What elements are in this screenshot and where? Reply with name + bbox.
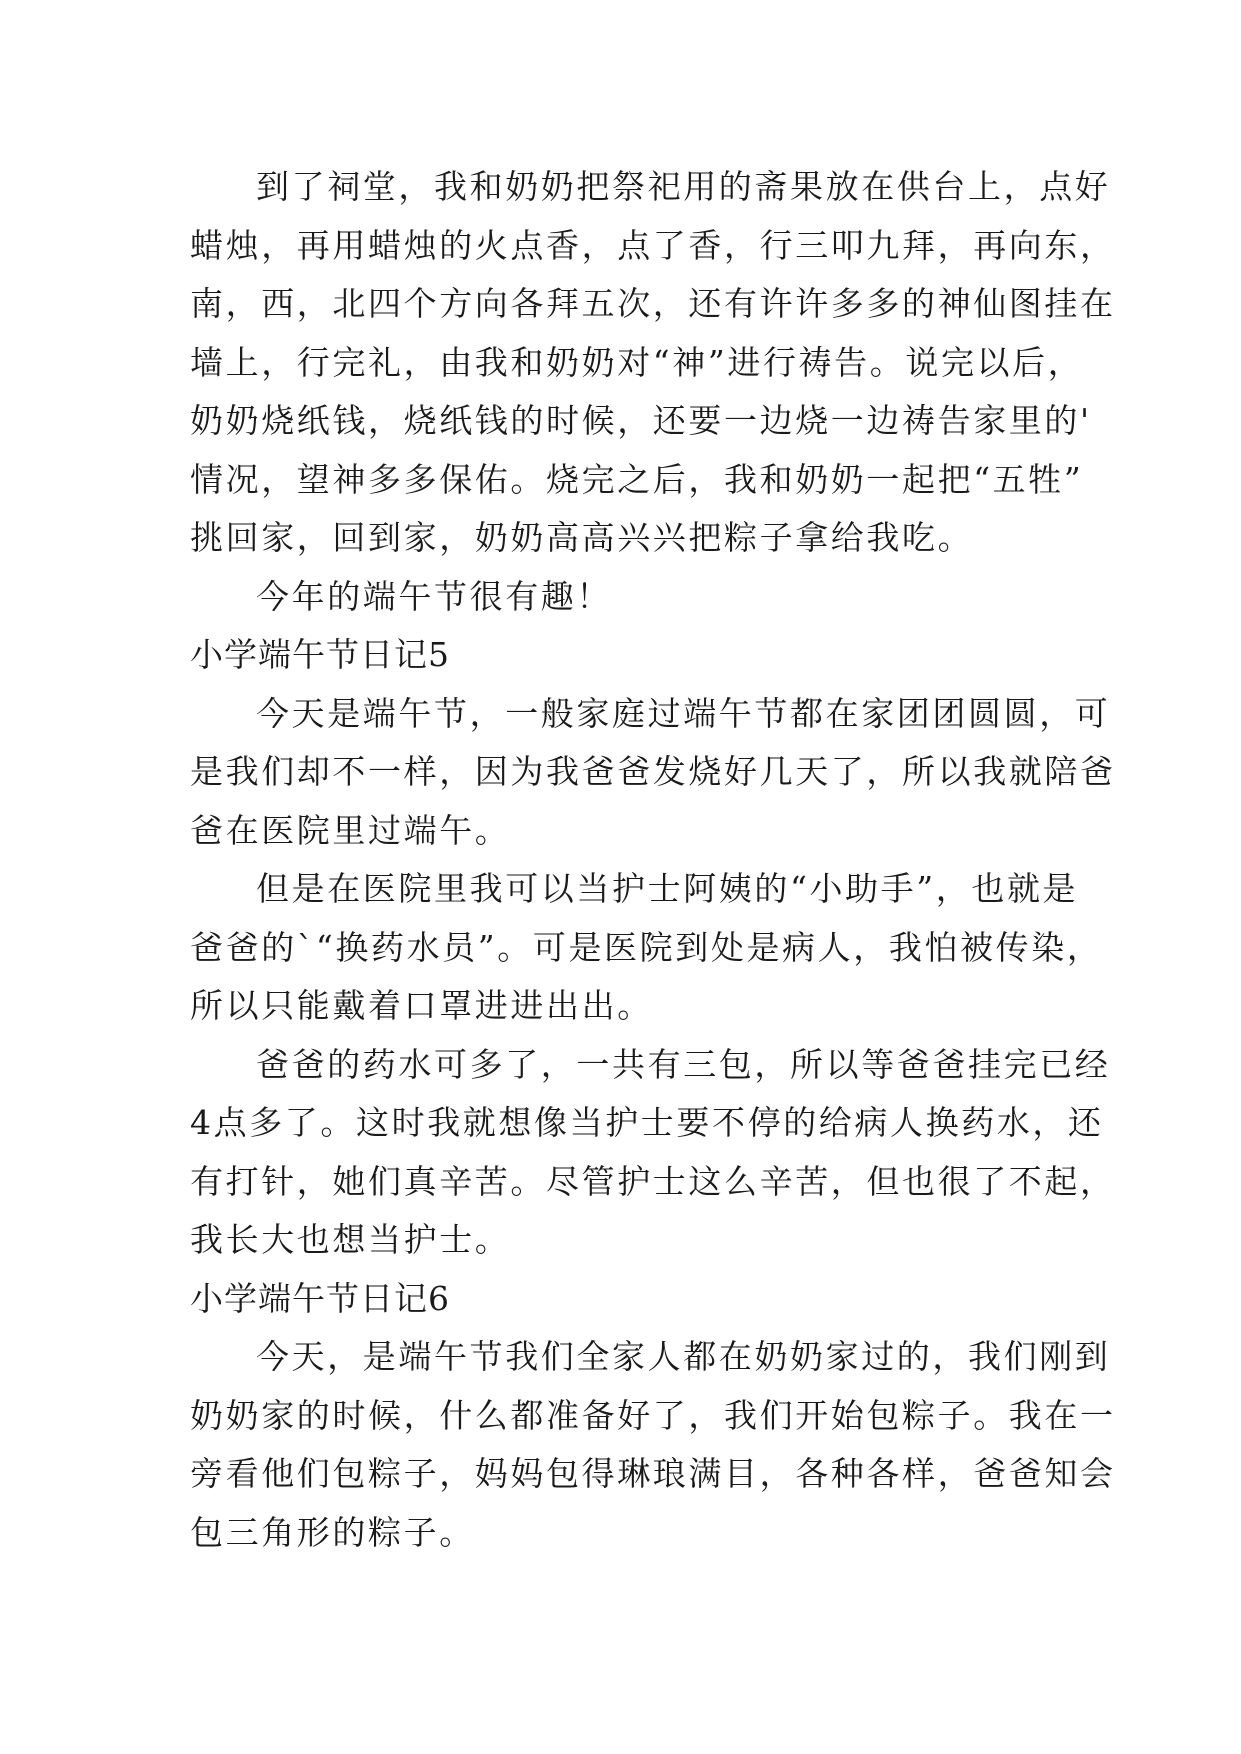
paragraph-line: 今天，是端午节我们全家人都在奶奶家过的，我们刚到 bbox=[256, 1337, 1111, 1376]
paragraph-line: 奶奶家的时候，什么都准备好了，我们开始包粽子。我在一 bbox=[190, 1395, 1116, 1435]
paragraph-line: 爸在医院里过端午。 bbox=[190, 810, 511, 850]
paragraph-line: 情况，望神多多保佑。烧完之后，我和奶奶一起把“五牲” bbox=[190, 459, 1084, 499]
paragraph-line: 旁看他们包粽子，妈妈包得琳琅满目，各种各样，爸爸知会 bbox=[190, 1454, 1116, 1493]
paragraph-line: 有打针，她们真辛苦。尽管护士这么辛苦，但也很了不起， bbox=[190, 1161, 1116, 1201]
paragraph-line: 包三角形的粽子。 bbox=[190, 1512, 475, 1552]
paragraph-line: 蜡烛，再用蜡烛的火点香，点了香，行三叩九拜，再向东， bbox=[190, 225, 1116, 265]
paragraph-line: 今年的端午节很有趣！ bbox=[256, 576, 612, 616]
paragraph-line: 爸爸的`“换药水员”。可是医院到处是病人，我怕被传染， bbox=[190, 927, 1103, 967]
paragraph-line: 奶奶烧纸钱，烧纸钱的时候，还要一边烧一边祷告家里的' bbox=[190, 401, 1092, 440]
paragraph-line: 4点多了。这时我就想像当护士要不停的给病人换药水，还 bbox=[190, 1103, 1104, 1142]
document-body bbox=[190, 158, 1116, 1562]
paragraph-line: 南，西，北四个方向各拜五次，还有许许多多的神仙图挂在 bbox=[190, 284, 1116, 323]
paragraph-line: 到了祠堂，我和奶奶把祭祀用的斋果放在供台上，点好 bbox=[256, 167, 1111, 206]
section-heading: 小学端午节日记5 bbox=[190, 635, 450, 674]
paragraph-line: 我长大也想当护士。 bbox=[190, 1220, 511, 1259]
section-heading: 小学端午节日记6 bbox=[190, 1278, 450, 1318]
paragraph-line: 挑回家，回到家，奶奶高高兴兴把粽子拿给我吃。 bbox=[190, 518, 974, 557]
paragraph-line: 所以只能戴着口罩进进出出。 bbox=[190, 986, 653, 1025]
paragraph-line: 但是在医院里我可以当护士阿姨的“小助手”，也就是 bbox=[256, 869, 1079, 908]
paragraph-line: 今天是端午节，一般家庭过端午节都在家团团圆圆，可 bbox=[256, 693, 1111, 733]
paragraph-line: 是我们却不一样，因为我爸爸发烧好几天了，所以我就陪爸 bbox=[190, 752, 1116, 791]
paragraph-line: 墙上，行完礼，由我和奶奶对“神”进行祷告。说完以后， bbox=[190, 342, 1084, 382]
paragraph-line: 爸爸的药水可多了，一共有三包，所以等爸爸挂完已经 bbox=[256, 1044, 1111, 1084]
